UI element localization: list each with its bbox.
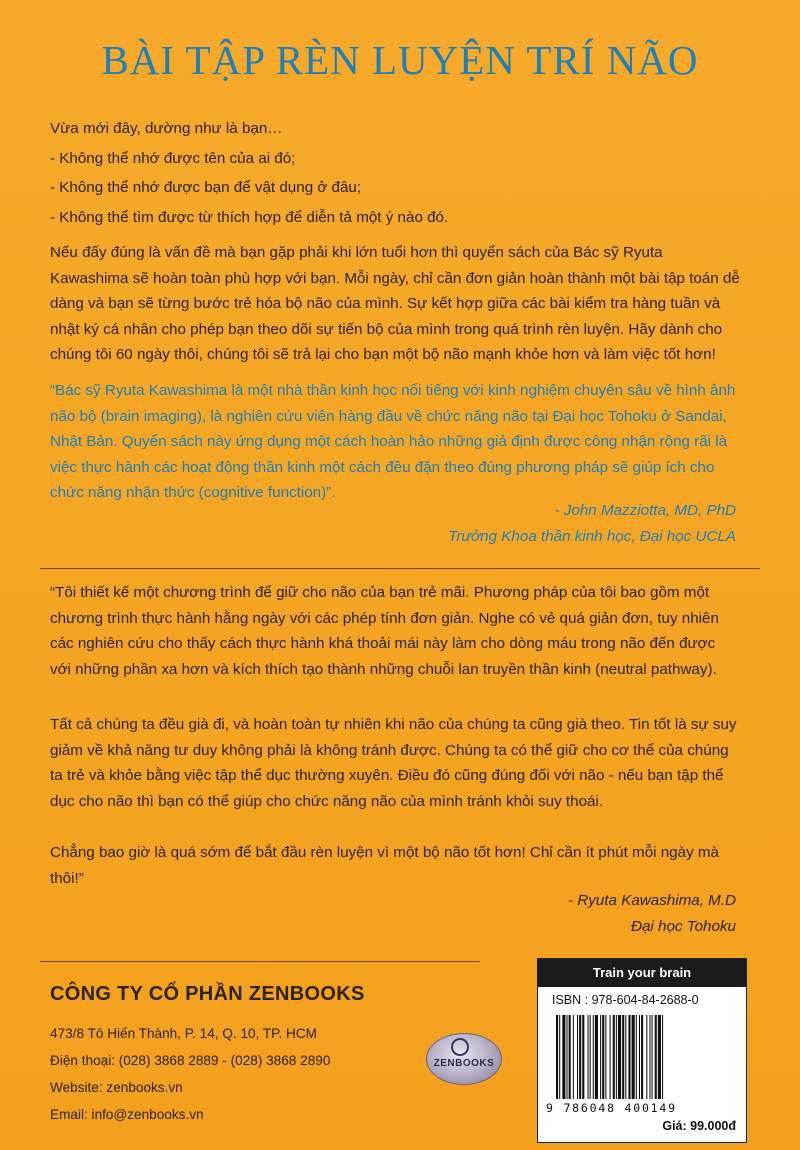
barcode-stripe (655, 1015, 657, 1099)
barcode-stripe (590, 1015, 591, 1099)
publisher-website: Website: zenbooks.vn (50, 1080, 183, 1095)
intro-item: - Không thể tìm được từ thích hợp để diễn tả một ý nào đó. (50, 208, 449, 226)
author-quote-p3 (50, 840, 740, 891)
barcode-stripe (559, 1015, 560, 1099)
author-name: - Ryuta Kawashima, M.D (568, 892, 736, 909)
publisher-phone: Điện thoại: (028) 3868 2889 - (028) 3868 2890 (50, 1053, 331, 1068)
publisher-divider (40, 961, 480, 962)
barcode-stripe (577, 1015, 578, 1099)
barcode-stripe (569, 1015, 571, 1099)
barcode-stripe (662, 1015, 663, 1099)
barcode-panel (537, 958, 747, 1143)
barcode-stripe (610, 1015, 611, 1099)
barcode-stripe (628, 1015, 630, 1099)
barcode-header: Train your brain (538, 959, 746, 987)
endorsement-signature (50, 498, 736, 549)
author-quote-text: Tất cả chúng ta đều già đi, và hoàn toàn tự nhiên khi não của chúng ta cũng già theo. Tin tốt là sự suy giảm về khả năng tư duy không phải là không tránh được. Chúng ta có thể giữ cho cơ thể của chúng ta trẻ và khỏe bằng việc tập thể dục thường xuyên. Điều đó cũng đúng đối với não - nếu bạn tập thể dục cho não thì bạn có thể giúp cho chức năng não của mình tránh khỏi suy thoái. (50, 716, 737, 810)
barcode-stripe (632, 1015, 635, 1099)
barcode-stripe (616, 1015, 617, 1099)
publisher-address: 473/8 Tô Hiến Thành, P. 14, Q. 10, TP. HCM (50, 1026, 318, 1041)
barcode-stripe (588, 1015, 589, 1099)
description-text: Nếu đấy đúng là vấn đề mà bạn gặp phải khi lớn tuổi hơn thì quyển sách của Bác sỹ Ryuta Kawashima sẽ hoàn toàn phù hợp với bạn. Mỗi ngày, chỉ cần đơn giản hoàn thành một bài tập toán dễ dàng và bạn sẽ từng bước trẻ hóa bộ não của mình. Sự kết hợp giữa các bài kiểm tra hàng tuần và nhật ký cá nhân cho phép bạn theo dõi sự tiến bộ của mình trong quá trình rèn luyện. Hãy dành cho chúng tôi 60 ngày thôi, chúng tôi sẽ trả lại cho bạn một bộ não mạnh khỏe hơn và làm việc tốt hơn! (50, 244, 740, 363)
author-quote-text: “Tôi thiết kế một chương trình để giữ cho não của bạn trẻ mãi. Phương pháp của tôi bao gồm một chương trình thực hành hằng ngày với các phép tính đơn giản. Nghe có vẻ quá giản đơn, tuy nhiên các nghiên cứu cho thấy cách thực hành khá thoải mái này làm cho dòng máu trong não đến được với những phần xa hơn và kích thích tạo thành những chuỗi lan truyền thần kinh (neutral pathway). (50, 584, 719, 678)
barcode-stripe (649, 1015, 650, 1099)
book-title: BÀI TẬP RÈN LUYỆN TRÍ NÃO (101, 37, 699, 83)
barcode-stripe (613, 1015, 615, 1099)
barcode-stripe (652, 1015, 653, 1099)
endorsement-text: “Bác sỹ Ryuta Kawashima là một nhà thần kinh học nổi tiếng với kinh nghiệm chuyên sâu về hình ảnh não bộ (brain imaging), là nghiên cứu viên hàng đầu về chức năng não tại Đại học Tohoku ở Sandai, Nhật Bản. Quyển sách này ứng dụng một cách hoàn hảo những giả định được công nhận rộng rãi là việc thực hành các hoạt động thần kinh một cách đều đặn theo đúng phương pháp sẽ giúp ích cho chức năng nhận thức (cognitive function)”. (50, 382, 736, 501)
author-quote-p2 (50, 712, 740, 814)
barcode-stripe (639, 1015, 640, 1099)
barcode-stripe (622, 1015, 624, 1099)
author-affiliation: Đại học Tohoku (631, 917, 736, 935)
barcode-stripe (567, 1015, 568, 1099)
barcode-icon (554, 1015, 734, 1099)
publisher-email: Email: info@zenbooks.vn (50, 1107, 204, 1122)
intro-block (50, 116, 740, 234)
section-divider (40, 568, 760, 569)
intro-item: - Không thể nhớ được bạn để vật dụng ở đâu; (50, 179, 362, 196)
barcode-stripe (556, 1015, 558, 1099)
endorsement-author: - John Mazziotta, MD, PhD (554, 502, 736, 519)
logo-swirl-icon (451, 1038, 469, 1056)
barcode-stripe (625, 1015, 626, 1099)
barcode-stripe (579, 1015, 581, 1099)
barcode-stripe (602, 1015, 604, 1099)
description-paragraph (50, 240, 740, 368)
intro-lead: Vừa mới đây, dường như là bạn… (50, 120, 283, 137)
author-signature (50, 888, 736, 939)
publisher-name: CÔNG TY CỔ PHẦN ZENBOOKS (50, 983, 365, 1005)
logo-text: ZENBOOKS (433, 1058, 495, 1069)
barcode-stripe (573, 1015, 574, 1099)
zenbooks-logo-icon (426, 1033, 502, 1085)
barcode-stripe (593, 1015, 594, 1099)
barcode-stripe (658, 1015, 661, 1099)
barcode-stripe (562, 1015, 565, 1099)
endorsement-role: Trưởng Khoa thần kinh học, Đại học UCLA (448, 527, 736, 545)
isbn-text: ISBN : 978-604-84-2688-0 (552, 993, 699, 1007)
barcode-stripe (600, 1015, 601, 1099)
barcode-stripe (641, 1015, 643, 1099)
barcode-stripe (595, 1015, 598, 1099)
barcode-stripe (582, 1015, 584, 1099)
publisher-contact (50, 1020, 330, 1128)
barcode-stripe (636, 1015, 637, 1099)
barcode-stripe (618, 1015, 621, 1099)
barcode-number: 9 786048 400149 (546, 1101, 677, 1115)
intro-item: - Không thể nhớ được tên của ai đó; (50, 149, 296, 167)
barcode-stripe (605, 1015, 606, 1099)
endorsement-quote (50, 378, 740, 506)
price-label: Giá: 99.000đ (662, 1119, 736, 1133)
author-quote-text: Chẳng bao giờ là quá sớm để bắt đầu rèn luyện vì một bộ não tốt hơn! Chỉ cần ít phút mỗi ngày mà thôi!” (50, 844, 719, 887)
author-quote-p1 (50, 580, 740, 682)
barcode-stripe (646, 1015, 647, 1099)
